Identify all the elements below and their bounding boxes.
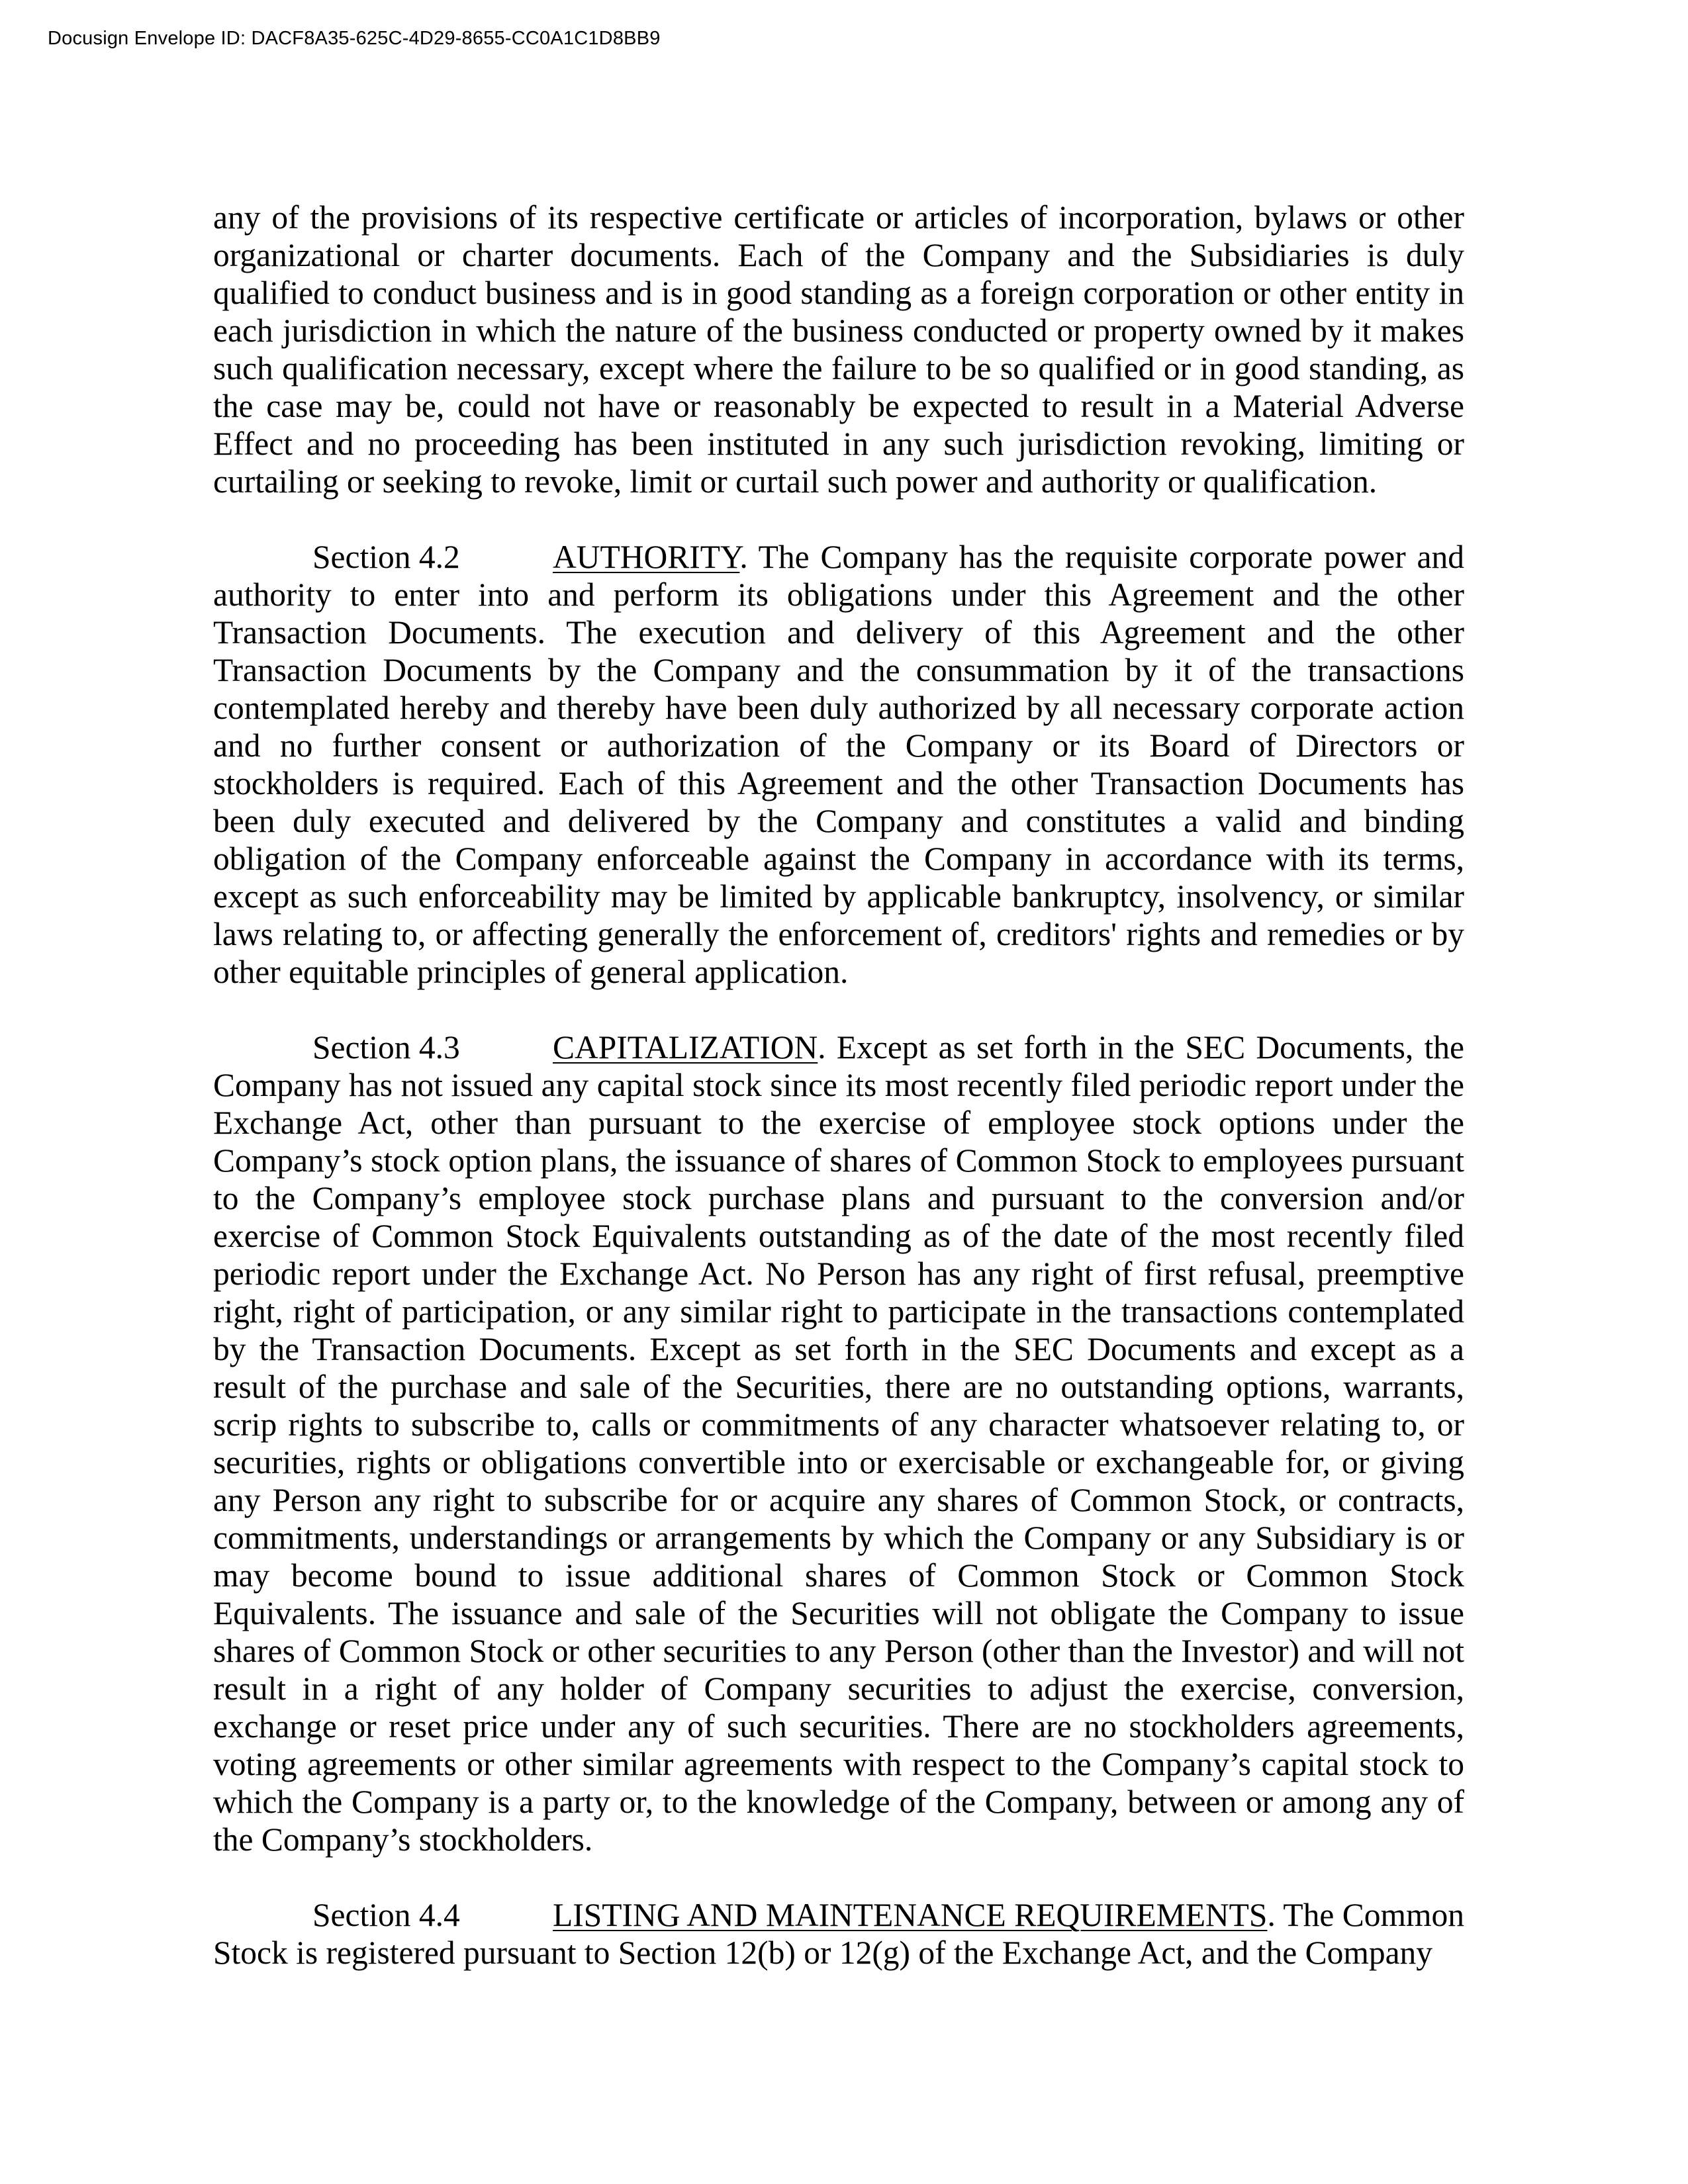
section-4-4-paragraph [213, 1896, 1464, 1972]
section-title: CAPITALIZATION [553, 1029, 818, 1066]
section-text: . The Common Stock is registered pursuant to Section 12(b) or 12(g) of the Exchange Act, and the Company [213, 1897, 1464, 1971]
section-4-3-paragraph [213, 1028, 1464, 1858]
section-4-2-paragraph [213, 538, 1464, 991]
paragraph-continuation: any of the provisions of its respective certificate or articles of incorporation, bylaws or other organizational or charter documents. Each of the Company and the Subsidiaries is duly qualified to conduct business and is in good standing as a foreign corporation or other entity in each jurisdiction in which the nature of the business conducted or property owned by it makes such qualification necessary, except where the failure to be so qualified or in good standing, as the case may be, could not have or reasonably be expected to result in a Material Adverse Effect and no proceeding has been instituted in any such jurisdiction revoking, limiting or curtailing or seeking to revoke, limit or curtail such power and authority or qualification. [213, 199, 1464, 500]
section-title: AUTHORITY [553, 539, 740, 575]
section-text: . Except as set forth in the SEC Documents, the Company has not issued any capital stock since its most recently filed periodic report under the Exchange Act, other than pursuant to the exercise of employee stock options under the Company’s stock option plans, the issuance of shares of Common Stock to employees pursuant to the Company’s employee stock purchase plans and pursuant to the conversion and/or exercise of Common Stock Equivalents outstanding as of the date of the most recently filed periodic report under the Exchange Act. No Person has any right of first refusal, preemptive right, right of participation, or any similar right to participate in the transactions contemplated by the Transaction Documents. Except as set forth in the SEC Documents and except as a result of the purchase and sale of the Securities, there are no outstanding options, warrants, scrip rights to subscribe to, calls or commitments of any character whatsoever relating to, or securities, rights or obligations convertible into or exercisable or exchangeable for, or giving any Person any right to subscribe for or acquire any shares of Common Stock, or contracts, commitments, understandings or arrangements by which the Company or any Subsidiary is or may become bound to issue additional shares of Common Stock or Common Stock Equivalents. The issuance and sale of the Securities will not obligate the Company to issue shares of Common Stock or other securities to any Person (other than the Investor) and will not result in a right of any holder of Company securities to adjust the exercise, conversion, exchange or reset price under any of such securities. There are no stockholders agreements, voting agreements or other similar agreements with respect to the Company’s capital stock to which the Company is a party or, to the knowledge of the Company, between or among any of the Company’s stockholders. [213, 1029, 1464, 1858]
section-number: Section 4.3 [312, 1029, 460, 1066]
section-text: . The Company has the requisite corporate power and authority to enter into and perform its obligations under this Agreement and the other Transaction Documents. The execution and delivery of this Agreement and the other Transaction Documents by the Company and the consummation by it of the transactions contemplated hereby and thereby have been duly authorized by all necessary corporate action and no further consent or authorization of the Company or its Board of Directors or stockholders is required. Each of this Agreement and the other Transaction Documents has been duly executed and delivered by the Company and constitutes a valid and binding obligation of the Company enforceable against the Company in accordance with its terms, except as such enforceability may be limited by applicable bankruptcy, insolvency, or similar laws relating to, or affecting generally the enforcement of, creditors' rights and remedies or by other equitable principles of general application. [213, 539, 1464, 990]
section-number: Section 4.4 [312, 1897, 460, 1933]
section-title: LISTING AND MAINTENANCE REQUIREMENTS [553, 1897, 1268, 1933]
section-number: Section 4.2 [312, 539, 460, 575]
document-body [213, 199, 1464, 1972]
envelope-id-header: Docusign Envelope ID: DACF8A35-625C-4D29-8655-CC0A1C1D8BB9 [48, 28, 661, 49]
